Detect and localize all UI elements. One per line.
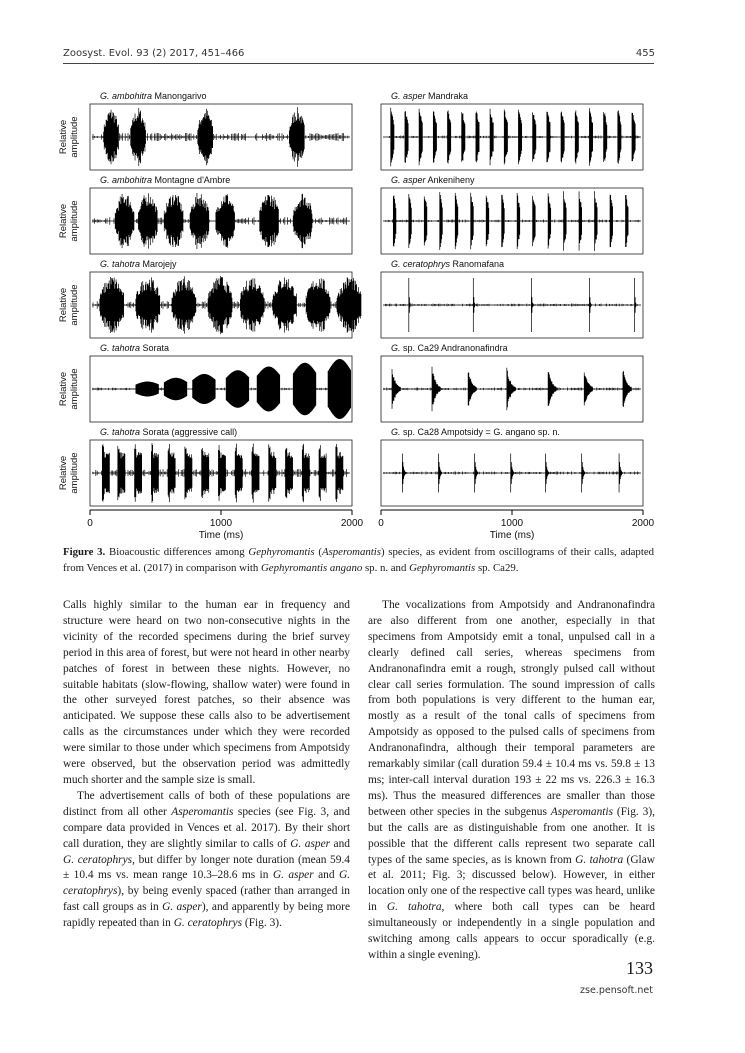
panel-title [391,259,504,269]
x-axis-label: Time (ms) [198,530,244,541]
caption-text: Bioacoustic differences among Gephyromantis (Asperomantis) species, as evident from oscillograms of their calls, adapted from Vences et al. (2017) in comparison with Gephyromantis angano sp. n. and Gephyromantis sp. Ca29. [63,546,655,574]
waveform-trace [383,367,641,411]
x-axis-label: Time (ms) [489,530,535,541]
panel-species: G. [391,343,401,353]
panel-title [100,91,207,101]
caption-label: Figure 3. [63,546,106,558]
x-tick-label: 2000 [340,518,364,529]
panel-locality: Mandraka [425,91,469,101]
x-tick-label: 0 [378,518,384,529]
panel-locality: Ankeniheny [425,175,475,185]
body-column-left [63,598,350,932]
panel-species: G. [391,427,401,437]
y-axis-label: Relative [58,455,69,491]
panel-species: G. asper [391,175,426,185]
y-axis-label: Relative [58,119,69,155]
panel-title [391,427,560,437]
paragraph: Calls highly similar to the human ear in frequency and structure were heard on two non-consecutive nights in the vicinity of the recorded specimens during the brief survey period in this area of forest, but were not heard in other nearby patches of forest in between these nights. However, no suitable habitats (slow-flowing, shallow water) were found in the other surveyed forest patches, so their absence was anticipated. We suppose these calls also to be advertisement calls as the circumstances under which they were recorded were similar to those under which specimens from Ampotsidy were observed, but the observation period was admittedly much shorter and the sample size is small. [63,599,350,786]
x-tick-label: 2000 [631,518,655,529]
paragraph: The vocalizations from Ampotsidy and Andranonafindra are also different from one another, especially in that specimens from Ampotsidy emit a tonal, unpulsed call in a clearly defined call series, whereas specimens from Andranonafindra emit a rough, strongly pulsed call without clear call series formulation. The sound impression of calls from both populations is very different to the human ear, mostly as a result of the tonal calls of specimens from Ampotsidy as opposed to the pulsed calls of specimens from Andranonafindra, although their temporal parameters are remarkably similar (call duration 59.4 ± 10.4 ms vs. 59.8 ± 13 ms; inter-call interval duration 193 ± 22 ms vs. 226.3 ± 16.3 ms). Thus the measured differences are smaller than those between other species in the subgenus Asperomantis (Fig. 3), but the calls are as distinguishable from one another. It is possible that the different calls represent two separate call types of the same species, as is known from G. tahotra (Glaw et al. 2011; Fig. 3; discussed below). However, in either location only one of the respective call types was heard, unlike in G. tahotra, where both call types can be heard simultaneously or independently in a single population and switching among calls appears to occur sporadically (e.g. within a single evening). [368,599,655,961]
figure-caption [63,545,654,576]
site-url: zse.pensoft.net [580,985,653,996]
waveform-trace [92,193,350,249]
panel-species: G. ceratophrys [391,259,451,269]
waveform-trace [383,278,641,332]
panel-locality: sp. Ca28 Ampotsidy = G. angano sp. n. [400,427,560,437]
panel-species: G. asper [391,91,426,101]
running-header-journal: Zoosyst. Evol. 93 (2) 2017, 451–466 [63,48,245,59]
panel-species: G. tahotra [100,343,141,353]
y-axis-label: amplitude [69,368,80,410]
waveform-trace [92,107,350,167]
waveform-trace [92,359,351,419]
running-header-page: 455 [635,48,655,59]
y-axis-label: amplitude [69,116,80,158]
panel-species: G. ambohitra [100,175,153,185]
body-column-right [368,598,655,964]
panel-locality: Sorata [140,343,170,353]
y-axis-label: Relative [58,371,69,407]
x-tick-label: 1000 [500,518,524,529]
oscillogram-figure [56,82,656,541]
panel-locality: Manongarivo [152,91,207,101]
x-tick-label: 0 [87,518,93,529]
y-axis-label: Relative [58,203,69,239]
y-axis-label: amplitude [69,200,80,242]
x-tick-label: 1000 [209,518,233,529]
panel-locality: sp. Ca29 Andranonafindra [400,343,508,353]
waveform-trace [383,108,641,167]
panel-species: G. tahotra [100,427,141,437]
panel-title [391,343,508,353]
page-number: 133 [626,958,653,978]
panel-locality: Montagne d'Ambre [152,175,231,185]
panel-species: G. ambohitra [100,91,153,101]
y-axis-label: Relative [58,287,69,323]
waveform-trace [92,443,350,503]
y-axis-label: amplitude [69,284,80,326]
panel-locality: Marojejy [140,259,177,269]
panel-title [100,427,237,437]
panel-title [391,91,468,101]
waveform-trace [92,276,361,334]
panel-title [100,343,169,353]
panel-title [100,175,230,185]
header-rule [63,63,654,64]
panel-title [100,259,177,269]
panel-locality: Sorata (aggressive call) [140,427,238,437]
panel-species: G. tahotra [100,259,141,269]
panel-locality: Ranomafana [450,259,505,269]
y-axis-label: amplitude [69,452,80,494]
panel-title [391,175,475,185]
paragraph: The advertisement calls of both of these populations are distinct from all other Asperomantis species (see Fig. 3, and compare data provided in Vences et al. 2017). By their short call duration, they are slightly similar to calls of G. asper and G. ceratophrys, but differ by longer note duration (mean 59.4 ± 10.4 ms vs. mean range 10.3–28.6 ms in G. asper and G. ceratophrys), by being evenly spaced (rather than arranged in fast call groups as in G. asper), and apparently by being more rapidly repeated than in G. ceratophrys (Fig. 3). [63,789,351,930]
waveform-trace [383,454,641,493]
waveform-trace [383,191,641,251]
